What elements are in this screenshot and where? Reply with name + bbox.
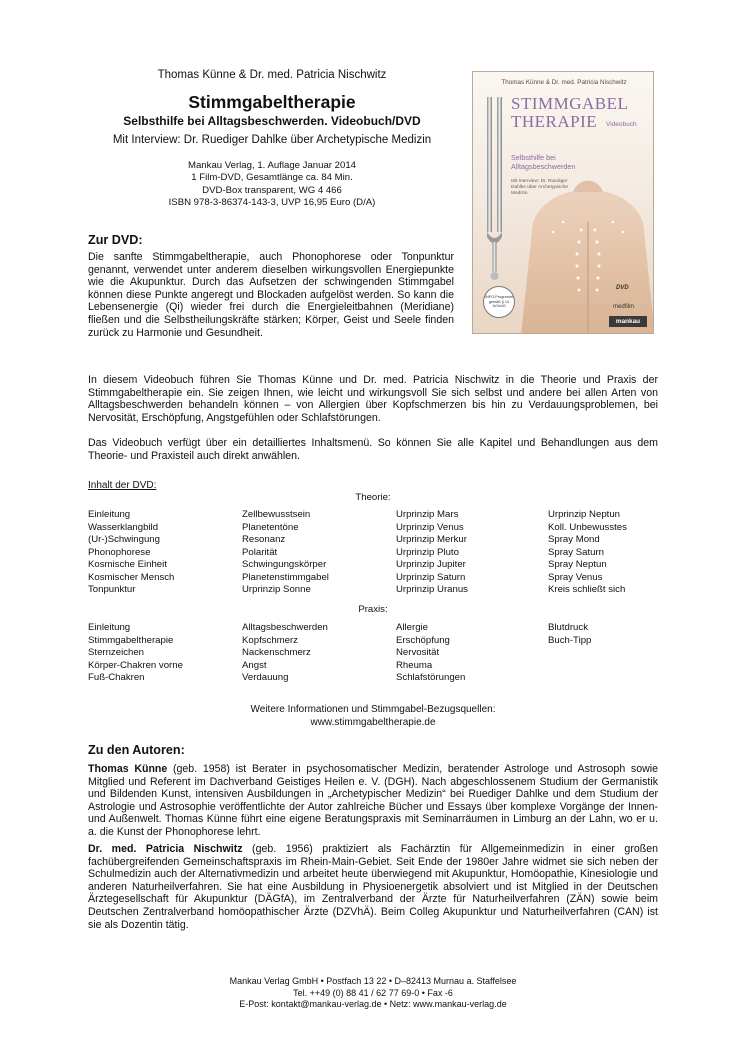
publication-info: [86, 160, 458, 210]
footer: [88, 976, 658, 1011]
contents-item: (Ur-)Schwingung: [88, 534, 160, 545]
contents-item: Sternzeichen: [88, 647, 144, 658]
practice-label: Praxis:: [358, 604, 388, 615]
author-bio-kuenne: [88, 763, 658, 839]
contents-item: Urprinzip Saturn: [396, 571, 466, 583]
contents-item: Kosmische Einheit: [88, 559, 167, 570]
interview-line: Mit Interview: Dr. Ruediger Dahlke über Archetypische Medizin: [112, 134, 432, 146]
contents-item: Wasserklangbild: [88, 521, 159, 533]
cover-subtitle: Selbsthilfe bei Alltagsbeschwerden: [511, 153, 576, 171]
contents-item: Kreis schließt sich: [548, 584, 626, 595]
info-badge-text: INFO-Programm gemäß § 14 JuSchG: [484, 295, 514, 309]
practice-column: [548, 622, 591, 647]
contents-item: Urprinzip Jupiter: [396, 559, 466, 570]
practice-column: [242, 622, 328, 685]
contents-item: Einleitung: [88, 509, 131, 520]
contents-item: Allergie: [396, 622, 428, 633]
dvd-logo: DVD: [616, 285, 629, 291]
cover-authors: Thomas Künne & Dr. med. Patricia Nischwitz: [501, 79, 627, 86]
contents-item: Polarität: [242, 546, 278, 558]
contents-item: Erschöpfung: [396, 634, 450, 646]
subtitle: Selbsthilfe bei Alltagsbeschwerden. Videobuch/DVD: [123, 114, 421, 128]
dvd-cover-image: [472, 71, 654, 334]
contents-item: Resonanz: [242, 534, 286, 545]
contents-item: Urprinzip Sonne: [242, 584, 311, 595]
dvd-paragraph-3: Das Videobuch verfügt über ein detailliertes Inhaltsmenü. So können Sie alle Kapitel und Behandlungen aus dem Theorie- und Praxisteil auch direkt anwählen.: [88, 437, 658, 462]
mankau-logo: mankau: [609, 316, 647, 327]
contents-item: Urprinzip Uranus: [396, 584, 468, 595]
theory-column: [88, 509, 174, 597]
contents-heading: Inhalt der DVD:: [88, 480, 157, 491]
theory-column: [396, 509, 468, 597]
contents-item: Blutdruck: [548, 622, 588, 633]
pubinfo-line: DVD-Box transparent, WG 4 466: [202, 184, 342, 196]
theory-label: Theorie:: [355, 492, 391, 503]
cover-videobuch: Videobuch: [606, 121, 637, 128]
cover-title-line1: STIMMGABEL: [511, 94, 629, 113]
contents-item: Urprinzip Merkur: [396, 534, 467, 545]
authors-line: Thomas Künne & Dr. med. Patricia Nischwitz: [157, 69, 387, 81]
page-title: Stimmgabeltherapie: [188, 92, 356, 112]
more-info: [88, 704, 658, 729]
author-name: Dr. med. Patricia Nischwitz: [88, 843, 243, 855]
contents-item: Planetenstimmgabel: [242, 571, 329, 583]
author-name: Thomas Künne: [88, 763, 168, 775]
contents-item: Nervosität: [396, 647, 440, 658]
contents-item: Einleitung: [88, 622, 131, 633]
contents-item: Urprinzip Mars: [396, 509, 459, 520]
contents-item: Angst: [242, 659, 267, 671]
more-info-text: Weitere Informationen und Stimmgabel-Bezugsquellen:: [250, 704, 496, 715]
contents-item: Kosmischer Mensch: [88, 571, 175, 583]
contents-item: Stimmgabeltherapie: [88, 634, 174, 646]
contents-item: Koll. Unbewusstes: [548, 521, 627, 533]
contents-item: Verdauung: [242, 672, 289, 683]
contents-item: Tonpunktur: [88, 584, 136, 595]
theory-column: [242, 509, 329, 597]
contents-item: Zellbewusstsein: [242, 509, 311, 520]
footer-address: Mankau Verlag GmbH • Postfach 13 22 • D–82413 Murnau a. Staffelsee: [229, 976, 517, 986]
cover-interview: Mit Interview: Dr. Ruediger Dahlke über Archetypische Medizin: [511, 179, 569, 196]
medfilm-logo: medfilm: [613, 304, 635, 310]
contents-item: Fuß-Chakren: [88, 672, 145, 683]
author-bio-text: (geb. 1958) ist Berater in psychosomatischer Medizin, beratender Astrologe und Astrosoph sowie Mitglied und Referent im Dachverband Geistiges Heilen e. V. (DGH). Nach abgeschlossenem Studium der Germanistik und Bildenden Kunst, intensiven Ausbildungen in „Archetypischer Medizin“ bei Ruediger Dahlke und dem Studium der Astrologie und Astrosophie veröffentlichte der Autor zahlreiche Bücher und Essays über komplexe Vorgänge der Innen- und Außenwelt. Thomas Künne führt eine eigene Beratungspraxis mit Seminarräumen in Limburg an der Lahn, wo er u. a. die Kunst der Phonophorese lehrt.: [88, 763, 658, 838]
practice-column: [396, 622, 465, 685]
contents-item: Buch-Tipp: [548, 634, 592, 646]
footer-contact: E-Post: kontakt@mankau-verlag.de • Netz: www.mankau-verlag.de: [239, 999, 507, 1009]
cover-title-line2: THERAPIE: [511, 112, 598, 131]
author-bio-text: (geb. 1956) praktiziert als Fachärztin für Allgemeinmedizin in einer großen fachübergreifenden Gemeinschaftspraxis im Rhein-Main-Gebiet. Seit Ende der 1980er Jahre widmet sie sich neben der Schulmedizin auch der Alternativmedizin und arbeitet heute überwiegend mit Akupunktur, Homöopathie, Kinesiologie und anderen Naturheilverfahren. Sie hat eine Ausbildung in Physioenergetik absolviert und ist Mitglied in der Deutschen Ärztegesellschaft für Akupunktur (DÄGfA), im Zentralverband der Ärzte für Naturheilverfahren (ZÄN) sowie beim Deutschen Zentralverband homöopathischer Ärzte (DZVhÄ). Beim Colleg Akupunktur und Naturheilverfahren (CAN) ist sie als Dozentin tätig.: [88, 843, 658, 931]
pubinfo-line: 1 Film-DVD, Gesamtlänge ca. 84 Min.: [191, 172, 353, 184]
contents-item: Spray Saturn: [548, 546, 604, 558]
info-program-badge: [483, 286, 515, 318]
author-bio-nischwitz: [88, 843, 658, 931]
pubinfo-line: Mankau Verlag, 1. Auflage Januar 2014: [187, 160, 356, 171]
contents-item: Planetentöne: [242, 521, 299, 533]
dvd-paragraph-2: In diesem Videobuch führen Sie Thomas Künne und Dr. med. Patricia Nischwitz in die Theorie und Praxis der Stimmgabeltherapie ein. Sie zeigen Ihnen, wie leicht und wirkungsvoll Sie sich selbst und andere bei allen Arten von Alltagsbeschwerden behandeln können – von Allergien über Kopfschmerzen bis hin zu Verdauungsproblemen, bei Nervosität, Erschöpfung, Angstgefühlen oder Schlafstörungen.: [88, 374, 658, 424]
contents-item: Körper-Chakren vorne: [88, 659, 183, 671]
contents-item: Schlafstörungen: [396, 672, 466, 683]
contents-item: Spray Neptun: [548, 559, 607, 570]
contents-item: Kopfschmerz: [242, 634, 298, 646]
contents-item: Urprinzip Pluto: [396, 546, 459, 558]
section-heading-authors: Zu den Autoren:: [88, 743, 185, 757]
contents-item: Alltagsbeschwerden: [242, 622, 328, 633]
contents-item: Urprinzip Venus: [396, 521, 464, 533]
footer-phone: Tel. ++49 (0) 88 41 / 62 77 69-0 • Fax -6: [293, 987, 453, 998]
practice-column: [88, 622, 183, 685]
contents-item: Schwingungskörper: [242, 559, 327, 570]
theory-column: [548, 509, 627, 597]
contents-item: Spray Venus: [548, 571, 603, 583]
contents-item: Rheuma: [396, 659, 433, 671]
website-link[interactable]: www.stimmgabeltherapie.de: [310, 716, 436, 728]
section-heading-dvd: Zur DVD:: [88, 233, 143, 247]
dvd-paragraph-1: Die sanfte Stimmgabeltherapie, auch Phonophorese oder Tonpunktur genannt, verwendet unter anderem dieselben wirkungsvollen Energiepunkte wie die Akupunktur. Durch das Aufsetzen der schwingenden Stimmgabel können diese Punkte angeregt und Blockaden aufgelöst werden. So kann die Lebensenergie (Qi) wieder frei durch die Energieleitbahnen (Meridiane) fließen und die Selbstheilungskräfte stärken; Körper, Geist und Seele finden zurück zu Harmonie und Gesundheit.: [88, 251, 454, 339]
contents-item: Phonophorese: [88, 546, 151, 558]
contents-item: Nackenschmerz: [242, 647, 311, 658]
pubinfo-line: ISBN 978-3-86374-143-3, UVP 16,95 Euro (D/A): [168, 197, 376, 209]
contents-item: Urprinzip Neptun: [548, 509, 620, 520]
contents-item: Spray Mond: [548, 534, 600, 545]
